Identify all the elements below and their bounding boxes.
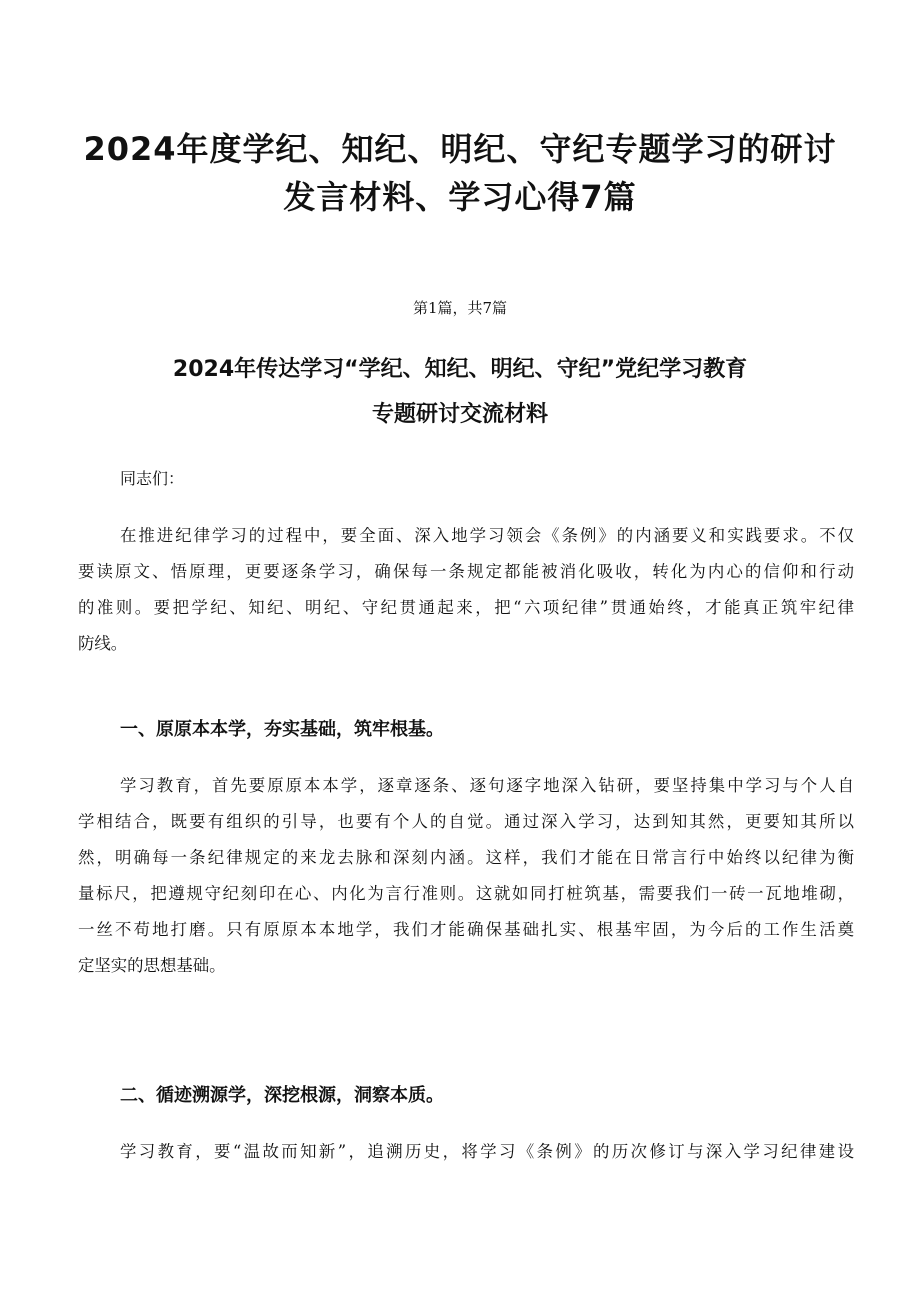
section-2-paragraph (78, 1144, 854, 1160)
paragraph-line: 防线。 (78, 634, 128, 653)
salutation: 同志们： (120, 469, 185, 488)
main-title-line-1: 2024年度学纪、知纪、明纪、守纪专题学习的研讨 (83, 130, 837, 168)
section-1-paragraph (78, 778, 854, 974)
part-label: 第1篇，共7篇 (412, 299, 508, 317)
paragraph-line: 然，明确每一条纪律规定的来龙去脉和深刻内涵。这样，我们才能在日常言行中始终以纪律为衡 (78, 848, 854, 867)
paragraph-line: 要读原文、悟原理，更要逐条学习，确保每一条规定都能被消化吸收，转化为内心的信仰和行动 (78, 562, 854, 581)
paragraph-line: 一丝不苟地打磨。只有原原本本地学，我们才能确保基础扎实、根基牢固，为今后的工作生活奠 (78, 920, 854, 939)
paragraph-line: 学相结合，既要有组织的引导，也要有个人的自觉。通过深入学习，达到知其然，更要知其所以 (78, 812, 854, 831)
paragraph-line: 在推进纪律学习的过程中，要全面、深入地学习领会《条例》的内涵要义和实践要求。不仅 (120, 526, 854, 545)
subtitle-line-1: 2024年传达学习“学纪、知纪、明纪、守纪”党纪学习教育 (172, 357, 748, 382)
section-1-heading: 一、原原本本学，夯实基础，筑牢根基。 (120, 719, 444, 740)
paragraph-line: 的准则。要把学纪、知纪、明纪、守纪贯通起来，把“六项纪律”贯通始终，才能真正筑牢纪律 (78, 598, 854, 617)
paragraph-line: 量标尺，把遵规守纪刻印在心、内化为言行准则。这就如同打桩筑基，需要我们一砖一瓦地堆砌， (78, 884, 854, 903)
subtitle-line-2: 专题研讨交流材料 (371, 402, 548, 427)
intro-paragraph (78, 528, 854, 652)
paragraph-line: 定坚实的思想基础。 (78, 956, 226, 975)
paragraph-line: 学习教育，首先要原原本本学，逐章逐条、逐句逐字地深入钻研，要坚持集中学习与个人自 (120, 776, 854, 795)
paragraph-line: 学习教育，要“温故而知新”，追溯历史，将学习《条例》的历次修订与深入学习纪律建设 (120, 1142, 854, 1161)
main-title-line-2: 发言材料、学习心得7篇 (283, 178, 637, 216)
section-2-heading: 二、循迹溯源学，深挖根源，洞察本质。 (120, 1085, 444, 1106)
